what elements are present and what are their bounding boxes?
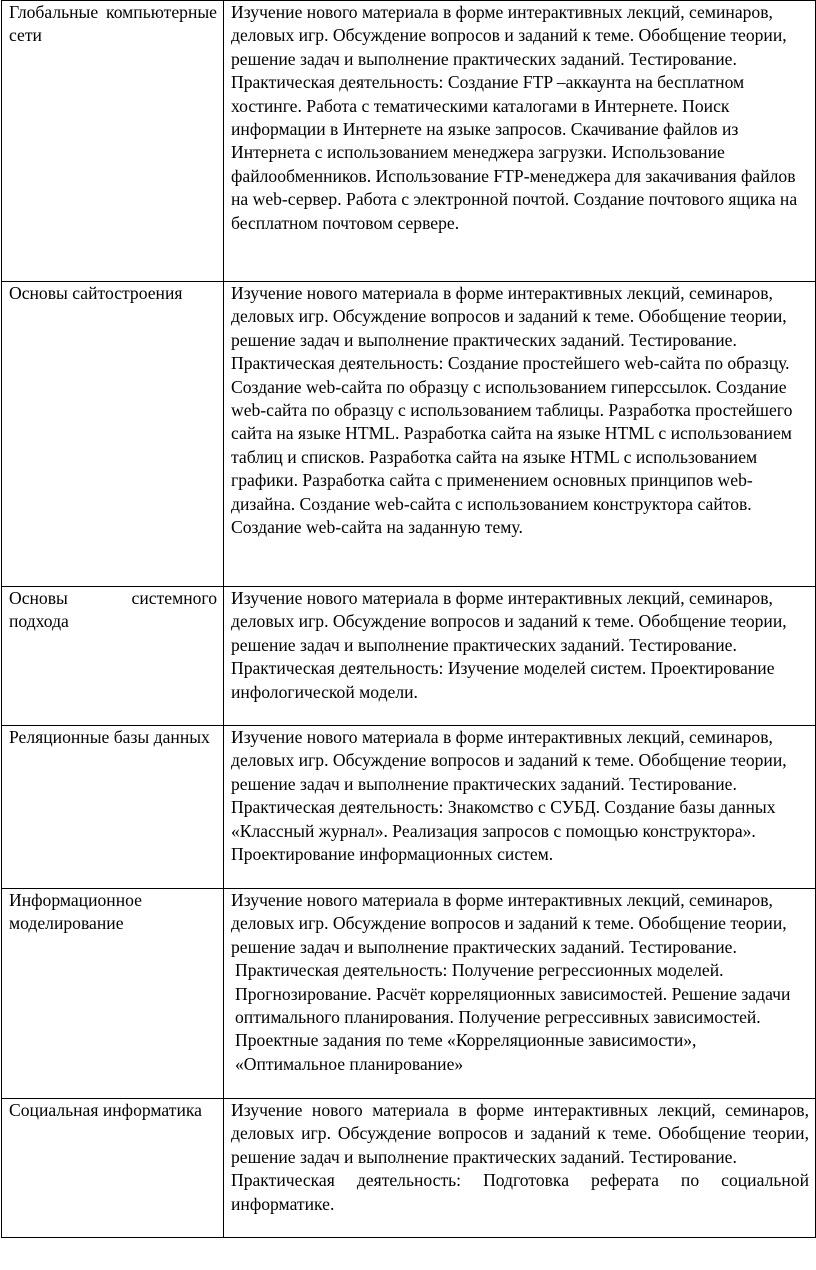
topic-cell: Социальная информатика bbox=[2, 1099, 224, 1238]
activities-cell bbox=[224, 1099, 816, 1238]
topic-cell: Информационное моделирование bbox=[2, 889, 224, 1099]
topic-cell: Глобальные компьютерные сети bbox=[2, 1, 224, 282]
activities-cell bbox=[224, 726, 816, 889]
topics-activities-table bbox=[1, 0, 816, 1238]
activities-intro: Изучение нового материала в форме интерактивных лекций, семинаров, деловых игр. Обсуждение вопросов и заданий к теме. Обобщение теории, решение задач и выполнение практических заданий. Тестирование. bbox=[231, 727, 787, 794]
table-row bbox=[2, 1, 816, 282]
practical-activities: Практическая деятельность: Получение регрессионных моделей. Прогнозирование. Расчёт корреляционных зависимостей. Решение задачи оптимального планирования. Получение регрессивных зависимостей. Проектные задания по теме «Корреляционные зависимости», «Оптимальное планирование» bbox=[235, 960, 791, 1074]
practical-activities: Практическая деятельность: Знакомство с СУБД. Создание базы данных «Классный журнал». Реализация запросов с помощью конструктора». Проектирование информационных систем. bbox=[231, 797, 776, 865]
topic-cell: Реляционные базы данных bbox=[2, 726, 224, 889]
activities-cell bbox=[224, 889, 816, 1099]
activities-cell bbox=[224, 1, 816, 282]
activities-intro: Изучение нового материала в форме интерактивных лекций, семинаров, деловых игр. Обсуждение вопросов и заданий к теме. Обобщение теории, решение задач и выполнение практических заданий. Тестирование. bbox=[231, 588, 787, 655]
practical-activities: Практическая деятельность: Создание простейшего web-сайта по образцу. Создание web-сайта по образцу с использованием гиперссылок. Создание web-сайта по образцу с использованием таблицы. Разработка простейшего сайта на языке HTML. Разработка сайта на языке HTML с использованием таблиц и списков. Разработка сайта на языке HTML с использованием графики. Разработка сайта с применением основных принципов web-дизайна. Создание web-сайта с использованием конструктора сайтов. Создание web-сайта на заданную тему. bbox=[231, 353, 793, 538]
practical-activities: Практическая деятельность: Подготовка реферата по социальной информатике. bbox=[231, 1170, 809, 1214]
table-row bbox=[2, 282, 816, 587]
table-row bbox=[2, 726, 816, 889]
activities-intro: Изучение нового материала в форме интерактивных лекций, семинаров, деловых игр. Обсуждение вопросов и заданий к теме. Обобщение теории, решение задач и выполнение практических заданий. Тестирование. bbox=[231, 2, 787, 69]
activities-intro: Изучение нового материала в форме интерактивных лекций, семинаров, деловых игр. Обсуждение вопросов и заданий к теме. Обобщение теории, решение задач и выполнение практических заданий. Тестирование. bbox=[231, 283, 787, 350]
topic-cell: Основы системного подхода bbox=[2, 587, 224, 726]
activities-intro: Изучение нового материала в форме интерактивных лекций, семинаров, деловых игр. Обсуждение вопросов и заданий к теме. Обобщение теории, решение задач и выполнение практических заданий. Тестирование. bbox=[231, 1100, 809, 1167]
table-row bbox=[2, 587, 816, 726]
activities-cell bbox=[224, 282, 816, 587]
topic-cell: Основы сайтостроения bbox=[2, 282, 224, 587]
practical-activities: Практическая деятельность: Изучение моделей систем. Проектирование инфологической модели. bbox=[231, 658, 775, 702]
practical-activities: Практическая деятельность: Создание FTP –аккаунта на бесплатном хостинге. Работа с тематическими каталогами в Интернете. Поиск информации в Интернете на языке запросов. Скачивание файлов из Интернета с использованием менеджера загрузки. Использование файлообменников. Использование FTP-менеджера для закачивания файлов на web-сервер. Работа с электронной почтой. Создание почтового ящика на бесплатном почтовом сервере. bbox=[231, 72, 798, 233]
table-row bbox=[2, 889, 816, 1099]
table-row bbox=[2, 1099, 816, 1238]
activities-intro: Изучение нового материала в форме интерактивных лекций, семинаров, деловых игр. Обсуждение вопросов и заданий к теме. Обобщение теории, решение задач и выполнение практических заданий. Тестирование. bbox=[231, 890, 787, 957]
activities-cell bbox=[224, 587, 816, 726]
